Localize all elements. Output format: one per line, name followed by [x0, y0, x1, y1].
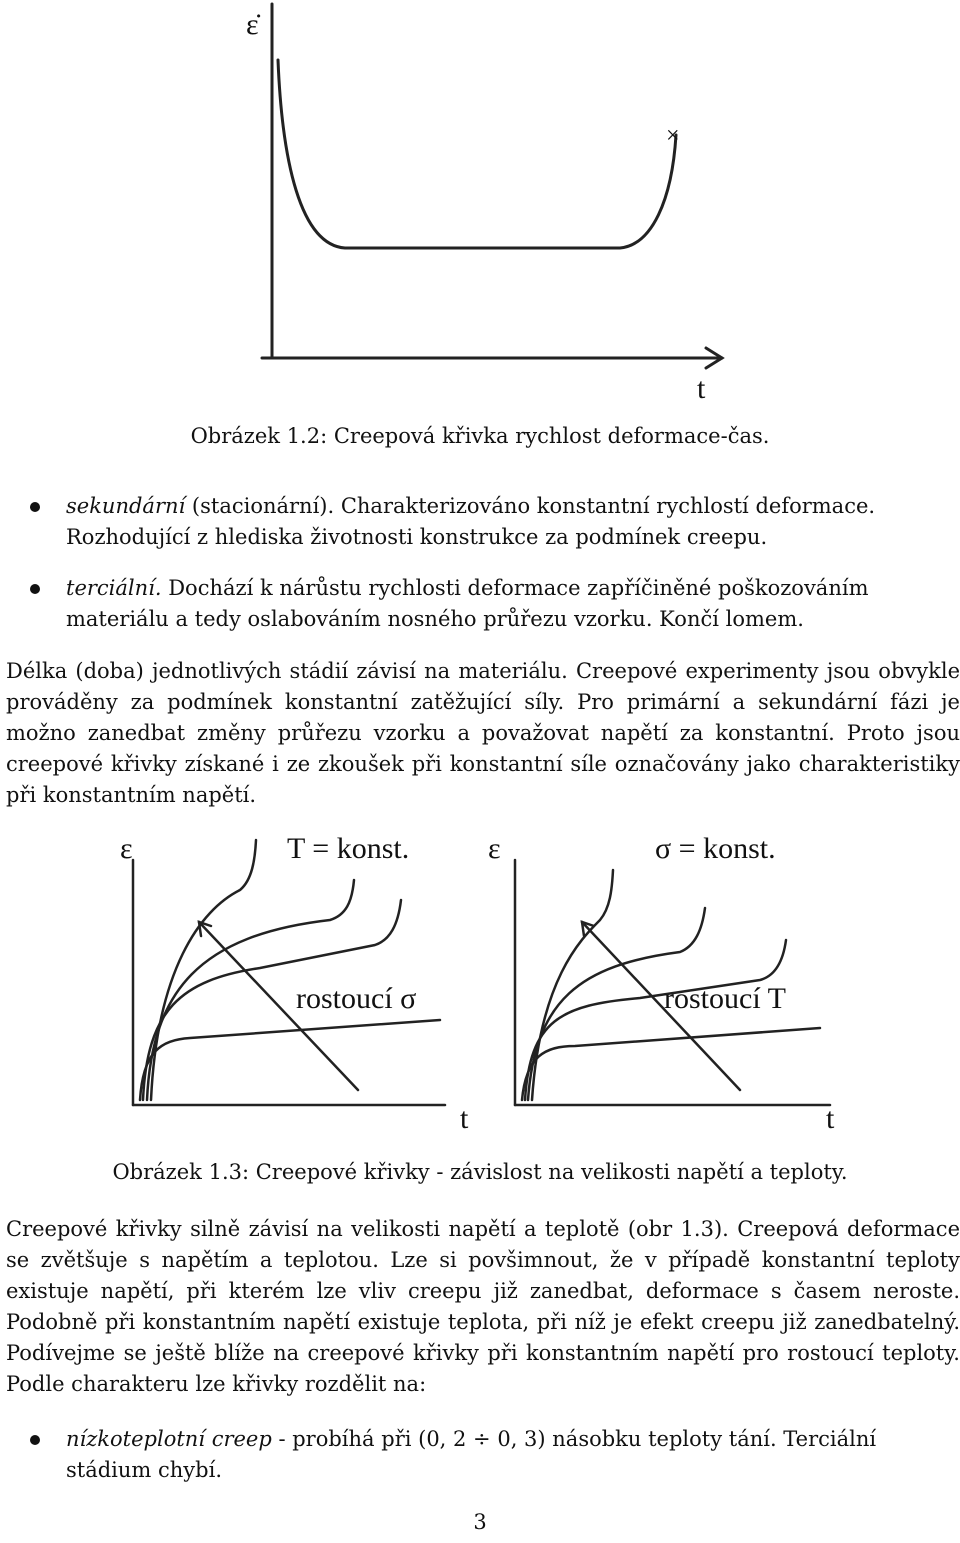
figure-creep-curves: [0, 820, 960, 1160]
strain-rate-curve: [278, 60, 676, 248]
paragraph: Délka (doba) jednotlivých stádií závisí na materiálu. Creepové experimenty jsou obvykle prováděny za podmínek konstantní zatěžující síly. Pro primární a sekundární fázi je možno zanedbat změny průřezu vzorku a považovat napětí za konstantní. Proto jsou creepové křivky získané i ze zkoušek při konstantní síle označovány jako charakteristiky při konstantním napětí.: [6, 659, 960, 807]
left-curve-4: [151, 840, 256, 1100]
paragraph: Creepové křivky silně závisí na velikosti napětí a teplotě (obr 1.3). Creepová deformace se zvětšuje s napětím a teplotou. Lze si povšimnout, že v případě konstantní teploty existuje napětí, při kterém lze vliv creepu již zanedbat, deformace s časem neroste. Podobně při konstantním napětí existuje teplota, při níž je efekt creepu již zanedbatelný. Podívejme se ještě blíže na creepové křivky při konstantním napětí pro rostoucí teploty. Podle charakteru lze křivky rozdělit na:: [6, 1217, 960, 1396]
figure-1-2-caption: Obrázek 1.2: Creepová křivka rychlost deformace-čas.: [190, 424, 770, 448]
right-y-label: ε: [488, 832, 501, 865]
right-arrow-label: rostoucí T: [664, 982, 786, 1015]
right-x-label: t: [826, 1102, 835, 1135]
fracture-marker: ×: [666, 123, 680, 149]
page-number: 3: [473, 1510, 487, 1534]
y-axis-label: ε̇: [246, 8, 259, 41]
right-condition: σ = konst.: [655, 832, 776, 865]
left-curve-1: [140, 1020, 440, 1100]
right-curve-4: [532, 870, 613, 1100]
bullet-icon: [30, 1435, 40, 1445]
left-y-label: ε: [120, 832, 133, 865]
right-curve-2: [525, 940, 786, 1100]
figure-1-3-caption: Obrázek 1.3: Creepové křivky - závislost na velikosti napětí a teploty.: [112, 1160, 848, 1184]
left-arrow-label: rostoucí σ: [296, 982, 417, 1015]
bullet-icon: [30, 584, 40, 594]
bullet-icon: [30, 502, 40, 512]
right-curve-1: [522, 1028, 820, 1100]
figure-strain-rate: [0, 0, 960, 420]
left-x-label: t: [460, 1102, 469, 1135]
left-condition: T = konst.: [287, 832, 410, 865]
x-axis-label: t: [697, 372, 706, 405]
